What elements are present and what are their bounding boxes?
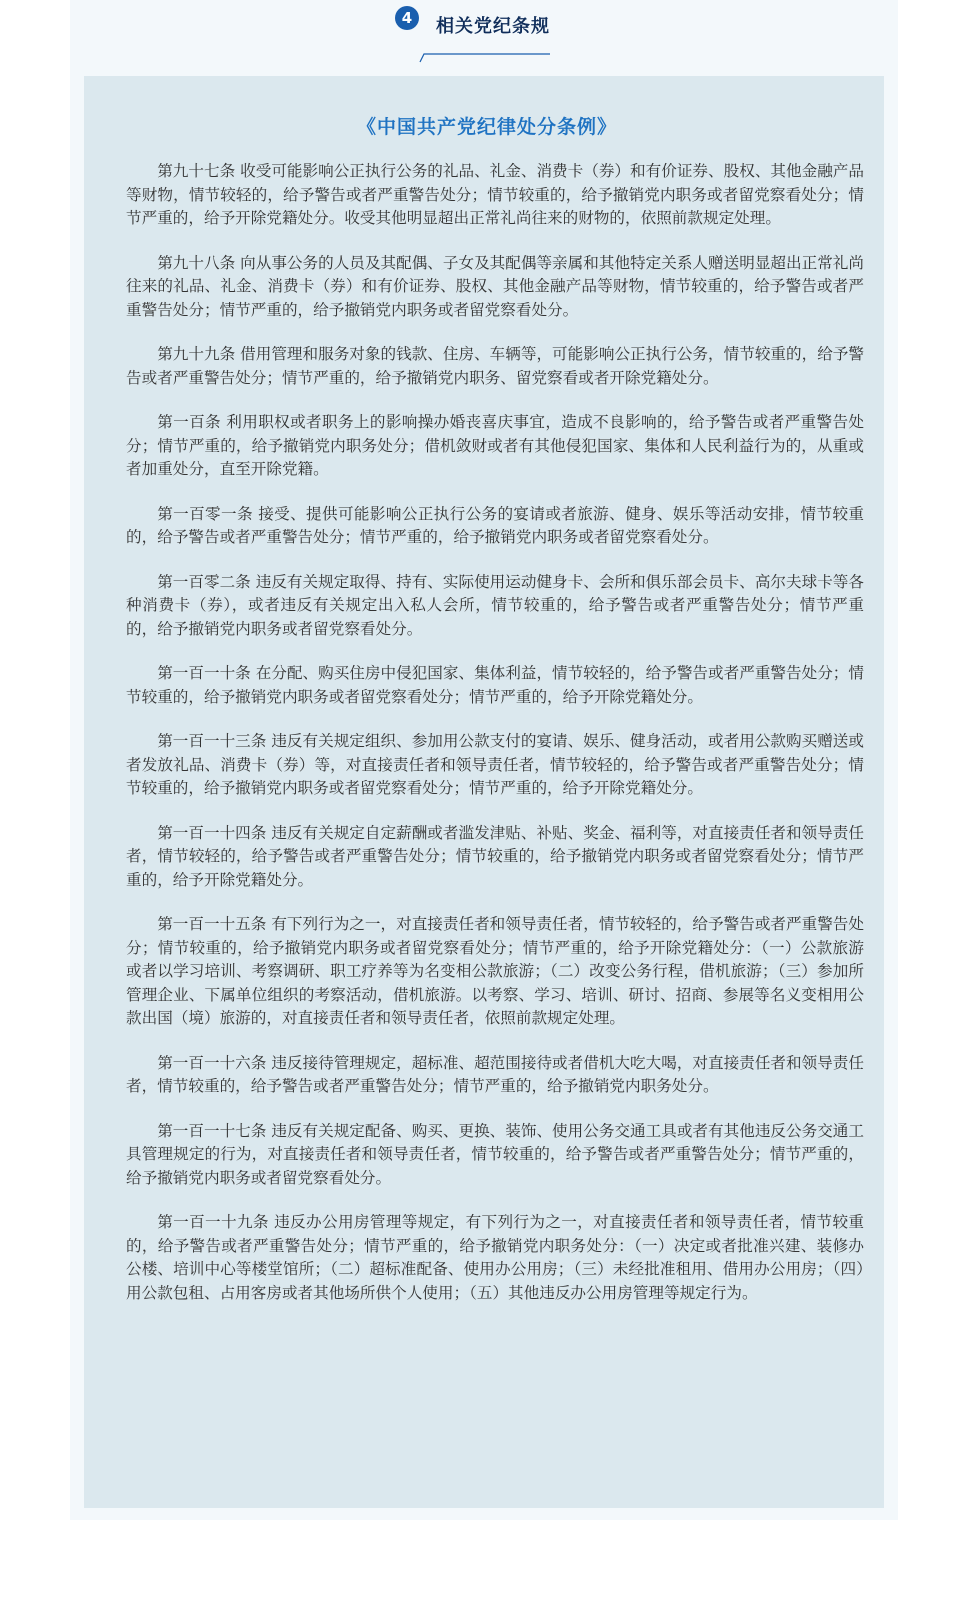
article-117: 第一百一十七条 违反有关规定配备、购买、更换、装饰、使用公务交通工具或者有其他违反公务交通工具管理规定的行为，对直接责任者和领导责任者，情节较重的，给予警告或者严重警告处分；情节严重的，给予撤销党内职务或者留党察看处分。 [126,1121,864,1187]
article-102: 第一百零二条 违反有关规定取得、持有、实际使用运动健身卡、会所和俱乐部会员卡、高尔夫球卡等各种消费卡（券），或者违反有关规定出入私人会所，情节较重的，给予警告或者严重警告处分；情节严重的，给予撤销党内职务或者留党察看处分。 [126,572,864,638]
title-underline-decoration [418,50,550,64]
article-100: 第一百条 利用职权或者职务上的影响操办婚丧喜庆事宜，造成不良影响的，给予警告或者严重警告处分；情节严重的，给予撤销党内职务处分；借机敛财或者有其他侵犯国家、集体和人民利益行为的，从重或者加重处分，直至开除党籍。 [126,413,864,478]
article-115: 第一百一十五条 有下列行为之一，对直接责任者和领导责任者，情节较轻的，给予警告或者严重警告处分；情节较重的，给予撤销党内职务或者留党察看处分；情节严重的，给予开除党籍处分：（一）公款旅游或者以学习培训、考察调研、职工疗养等为名变相公款旅游；（二）改变公务行程，借机旅游；（三）参加所管理企业、下属单位组织的考察活动，借机旅游。以考察、学习、培训、研讨、招商、参展等名义变相用公款出国（境）旅游的，对直接责任者和领导责任者，依照前款规定处理。 [126,915,864,1027]
article-110: 第一百一十条 在分配、购买住房中侵犯国家、集体利益，情节较轻的，给予警告或者严重警告处分；情节较重的，给予撤销党内职务或者留党察看处分；情节严重的，给予开除党籍处分。 [126,664,864,706]
section-header [0,0,974,76]
article-116: 第一百一十六条 违反接待管理规定，超标准、超范围接待或者借机大吃大喝，对直接责任者和领导责任者，情节较重的，给予警告或者严重警告处分；情节严重的，给予撤销党内职务处分。 [126,1053,864,1095]
article-113: 第一百一十三条 违反有关规定组织、参加用公款支付的宴请、娱乐、健身活动，或者用公款购买赠送或者发放礼品、消费卡（券）等，对直接责任者和领导责任者，情节较轻的，给予警告或者严重警告处分；情节较重的，给予撤销党内职务或者留党察看处分；情节严重的，给予开除党籍处分。 [126,732,864,797]
article-99: 第九十九条 借用管理和服务对象的钱款、住房、车辆等，可能影响公正执行公务，情节较重的，给予警告或者严重警告处分；情节严重的，给予撤销党内职务、留党察看或者开除党籍处分。 [126,345,864,387]
article-114: 第一百一十四条 违反有关规定自定薪酬或者滥发津贴、补贴、奖金、福利等，对直接责任者和领导责任者，情节较轻的，给予警告或者严重警告处分；情节较重的，给予撤销党内职务或者留党察看处分；情节严重的，给予开除党籍处分。 [126,823,864,889]
article-101: 第一百零一条 接受、提供可能影响公正执行公务的宴请或者旅游、健身、娱乐等活动安排，情节较重的，给予警告或者严重警告处分；情节严重的，给予撤销党内职务或者留党察看处分。 [126,504,864,546]
regulation-title: 《中国共产党纪律处分条例》 [356,116,617,138]
section-title: 相关党纪条规 [436,16,550,37]
article-98: 第九十八条 向从事公务的人员及其配偶、子女及其配偶等亲属和其他特定关系人赠送明显超出正常礼尚往来的礼品、礼金、消费卡（券）和有价证券、股权、其他金融产品等财物，情节较重的，给予警告或者严重警告处分；情节严重的，给予撤销党内职务或者留党察看处分。 [126,253,864,319]
article-list [126,160,864,1326]
article-119: 第一百一十九条 违反办公用房管理等规定，有下列行为之一，对直接责任者和领导责任者，情节较重的，给予警告或者严重警告处分；情节严重的，给予撤销党内职务处分：（一）决定或者批准兴建、装修办公楼、培训中心等楼堂馆所；（二）超标准配备、使用办公用房；（三）未经批准租用、借用办公用房；（四）用公款包租、占用客房或者其他场所供个人使用；（五）其他违反办公用房管理等规定行为。 [126,1213,864,1302]
section-number-badge: 4 [395,6,419,30]
article-97: 第九十七条 收受可能影响公正执行公务的礼品、礼金、消费卡（券）和有价证券、股权、其他金融产品等财物，情节较轻的，给予警告或者严重警告处分；情节较重的，给予撤销党内职务或者留党察看处分；情节严重的，给予开除党籍处分。收受其他明显超出正常礼尚往来的财物的，依照前款规定处理。 [126,162,864,227]
